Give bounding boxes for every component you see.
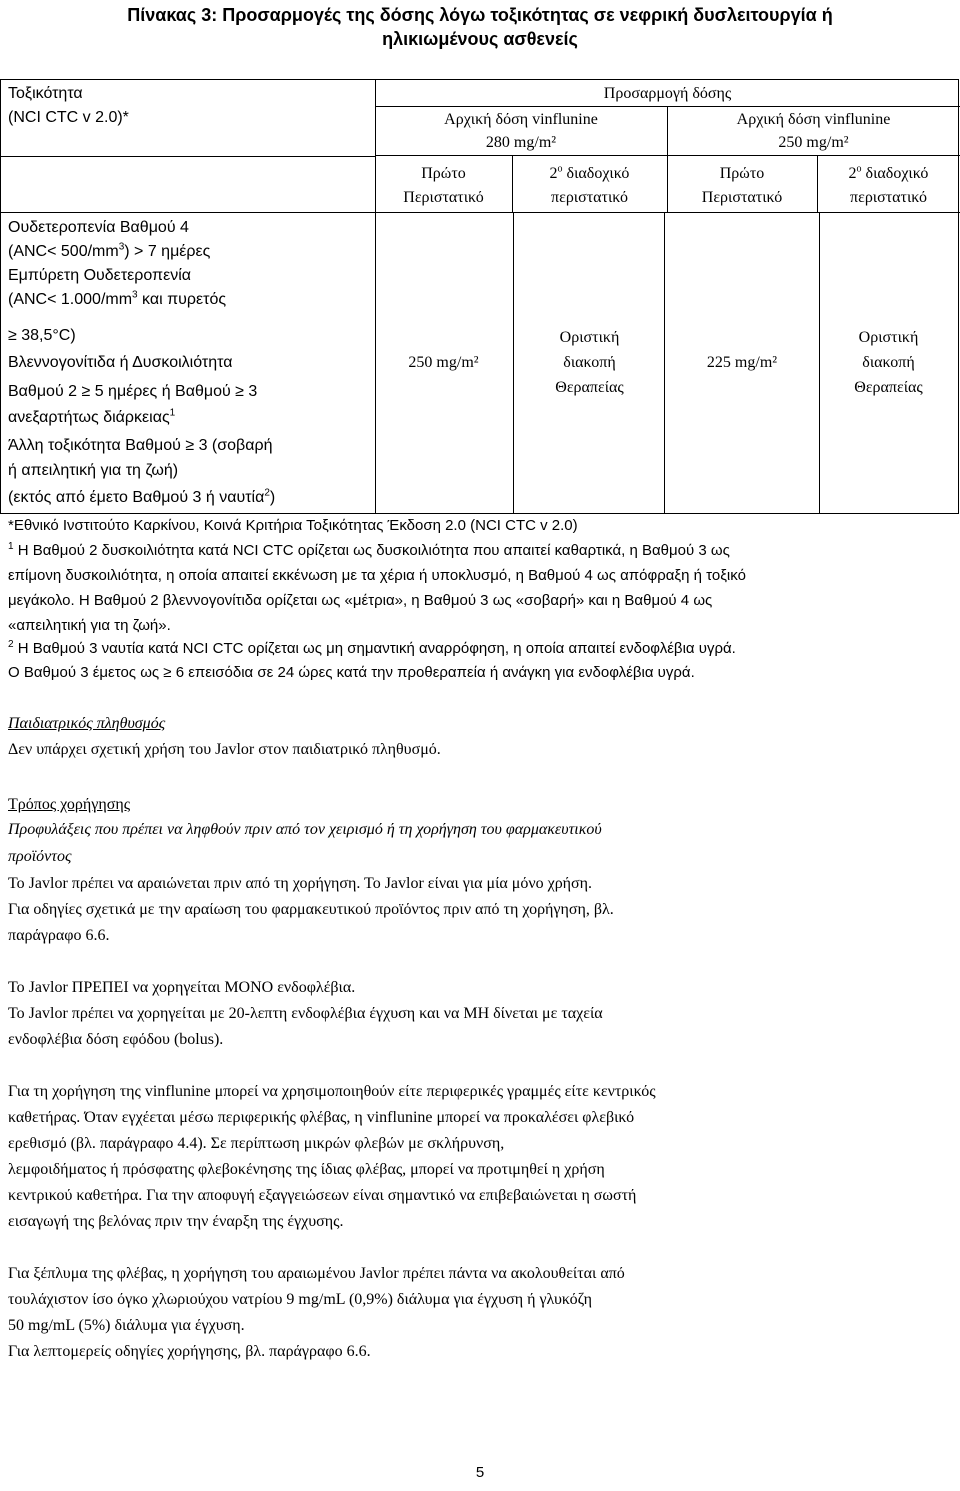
discontinue-280-line-1: Οριστική <box>559 329 620 346</box>
footnote-1-line-3: μεγάκολο. Η Βαθμού 2 βλεννογονίτιδα ορίζεται ως «μέτρια», η Βαθμού 3 ως «σοβαρή» και η Βαθμού 4 ως <box>8 592 713 609</box>
dose-250-label: Αρχική δόση vinflunine <box>736 111 891 128</box>
first-episode-250-line-1: Πρώτο <box>719 165 765 182</box>
toxicity-header-version: (NCI CTC v 2.0)* <box>8 109 129 126</box>
second-episode-250-line-2: περιστατικό <box>850 189 927 206</box>
dose-280-label: Αρχική δόση vinflunine <box>444 111 598 128</box>
para-2-line-2: Το Javlor πρέπει να χορηγείται με 20-λεπτη ενδοφλέβια έγχυση και να ΜΗ δίνεται με ταχεία <box>8 1005 603 1022</box>
dose-250-value: 250 mg/m² <box>778 134 849 151</box>
para-3-line-5: κεντρικού καθετήρα. Για την αποφυγή εξαγγειώσεων είναι σημαντικό να επιβεβαιώνεται η σωστή <box>8 1187 637 1204</box>
pediatric-heading: Παιδιατρικός πληθυσμός <box>8 715 166 732</box>
toxicity-line: Εμπύρετη Ουδετεροπενία <box>8 267 192 284</box>
para-3-line-6: εισαγωγή της βελόνας πριν την έναρξη της έγχυσης. <box>8 1213 344 1230</box>
toxicity-header-divider <box>0 156 375 157</box>
table-title-line-2: ηλικιωμένους ασθενείς <box>382 29 578 49</box>
toxicity-line: ($ANC< 1.000/mm^3$ και πυρετός <box>8 289 227 308</box>
table-title-line-1: Πίνακας 3: Προσαρμογές της δόσης λόγω τοξικότητας σε νεφρική δυσλειτουργία ή <box>127 5 833 25</box>
para-2-line-3: ενδοφλέβια δόση εφόδου (bolus). <box>8 1031 224 1048</box>
discontinue-250-line-1: Οριστική <box>858 329 919 346</box>
para-1-line-3: παράγραφο 6.6. <box>8 927 110 944</box>
dose-first-250: 225 mg/m² <box>706 354 778 371</box>
toxicity-line: (εκτός από έμετο Βαθμού 3 ή ναυτία$^2$) <box>8 487 276 506</box>
para-1-line-2: Για οδηγίες σχετικά με την αραίωση του φαρμακευτικού προϊόντος πριν από τη χορήγηση, βλ. <box>8 901 614 918</box>
toxicity-line: ≥ 38,5°C) <box>8 327 76 344</box>
para-4-line-2: τουλάχιστον ίσο όγκο χλωριούχου νατρίου 9 mg/mL (0,9%) διάλυμα για έγχυση ή γλυκόζη <box>8 1291 592 1308</box>
para-3-line-1: Για τη χορήγηση της vinflunine μπορεί να χρησιμοποιηθούν είτε περιφερικές γραμμές είτε κεντρικός <box>8 1083 656 1100</box>
para-3-line-2: καθετήρας. Όταν εγχέεται μέσω περιφερικής φλέβας, η vinflunine μπορεί να προκαλέσει φλεβικό <box>8 1109 635 1126</box>
para-4-line-1: Για ξέπλυμα της φλέβας, η χορήγηση του αραιωμένου Javlor πρέπει πάντα να ακολουθείται από <box>8 1265 625 1282</box>
footnote-1-line-1: $^1$ Η Βαθμού 2 δυσκοιλιότητα κατά NCI CTC ορίζεται ως δυσκοιλιότητα που απαιτεί καθαρτικά, η Βαθμού 3 ως <box>8 541 730 559</box>
toxicity-header-label: Τοξικότητα <box>8 85 83 102</box>
toxicity-line: Άλλη τοξικότητα Βαθμού ≥ 3 (σοβαρή <box>8 437 273 454</box>
precautions-line-2: προϊόντος <box>8 848 72 865</box>
toxicity-line: Ουδετεροπενία Βαθμού 4 <box>8 219 189 236</box>
toxicity-line: ανεξαρτήτως διάρκειας$^1$ <box>8 407 176 426</box>
para-4-line-4: Για λεπτομερείς οδηγίες χορήγησης, βλ. παράγραφο 6.6. <box>8 1343 371 1360</box>
para-2-line-1: Το Javlor ΠΡΕΠΕΙ να χορηγείται ΜΟΝΟ ενδοφλέβια. <box>8 979 356 996</box>
precautions-line-1: Προφυλάξεις που πρέπει να ληφθούν πριν από τον χειρισμό ή τη χορήγηση του φαρμακευτικού <box>8 821 602 838</box>
toxicity-line: Βλεννογονίτιδα ή Δυσκοιλιότητα <box>8 354 233 371</box>
dose-subheader-divider <box>375 155 960 156</box>
dose-first-280: 250 mg/m² <box>408 354 479 371</box>
para-3-line-4: λεμφοιδήματος ή πρόσφατης φλεβοκένησης της ίδιας φλέβας, μπορεί να προτιμηθεί η χρήση <box>8 1161 605 1178</box>
toxicity-line: ή απειλητική για τη ζωή) <box>8 462 179 479</box>
toxicity-line: Βαθμού 2 ≥ 5 ημέρες ή Βαθμού ≥ 3 <box>8 383 258 400</box>
dose-280-value: 280 mg/m² <box>485 134 557 151</box>
toxicity-line: $(ANC< 500/mm^3) > 7$ ημέρες <box>8 241 211 260</box>
pediatric-text: Δεν υπάρχει σχετική χρήση του Javlor στον παιδιατρικό πληθυσμό. <box>8 741 441 758</box>
administration-heading: Τρόπος χορήγησης <box>8 796 131 813</box>
discontinue-250-line-2: διακοπή <box>862 354 915 371</box>
footnote-2-line-2: Ο Βαθμού 3 έμετος ως ≥ 6 επεισόδια σε 24 ώρες κατά την προθεραπεία ή ανάγκη για ενδοφλέβια υγρά. <box>8 664 695 681</box>
discontinue-250-line-3: Θεραπείας <box>854 379 923 396</box>
nci-note: *Εθνικό Ινστιτούτο Καρκίνου, Κοινά Κριτήρια Τοξικότητας Έκδοση 2.0 (NCI CTC v 2.0) <box>8 517 578 534</box>
first-episode-280-line-1: Πρώτο <box>421 165 466 182</box>
footnote-1-line-2: επίμονη δυσκοιλιότητα, η οποία απαιτεί εκκένωση με τα χέρια ή υποκλυσμό, η Βαθμού 4 ως απόφραξη ή τοξικό <box>8 567 746 584</box>
para-1-line-1: Το Javlor πρέπει να αραιώνεται πριν από τη χορήγηση. Το Javlor είναι για μία μόνο χρήση. <box>8 875 593 892</box>
footnote-1-line-4: «απειλητική για τη ζωή». <box>8 617 171 634</box>
second-episode-280-line-1: $2^o$ διαδοχικό <box>549 163 630 182</box>
dose-adjustment-header: Προσαρμογή δόσης <box>603 85 732 102</box>
first-episode-250-line-2: Περιστατικό <box>701 189 783 206</box>
first-episode-280-line-2: Περιστατικό <box>403 189 484 206</box>
page-number: 5 <box>475 1464 485 1481</box>
discontinue-280-line-3: Θεραπείας <box>555 379 624 396</box>
para-3-line-3: ερεθισμό (βλ. παράγραφο 4.4). Σε περίπτωση μικρών φλεβών με σκλήρυνση, <box>8 1135 505 1152</box>
discontinue-280-line-2: διακοπή <box>563 354 616 371</box>
para-4-line-3: 50 mg/mL (5%) διάλυμα για έγχυση. <box>8 1317 245 1334</box>
second-episode-250-line-1: $2^o$ διαδοχικό <box>848 163 929 182</box>
second-episode-280-line-2: περιστατικό <box>551 189 628 206</box>
footnote-2-line-1: $^2$ Η Βαθμού 3 ναυτία κατά NCI CTC ορίζεται ως μη σημαντική αναρρόφηση, η οποία απαιτεί ενδοφλέβια υγρά. <box>8 639 736 657</box>
